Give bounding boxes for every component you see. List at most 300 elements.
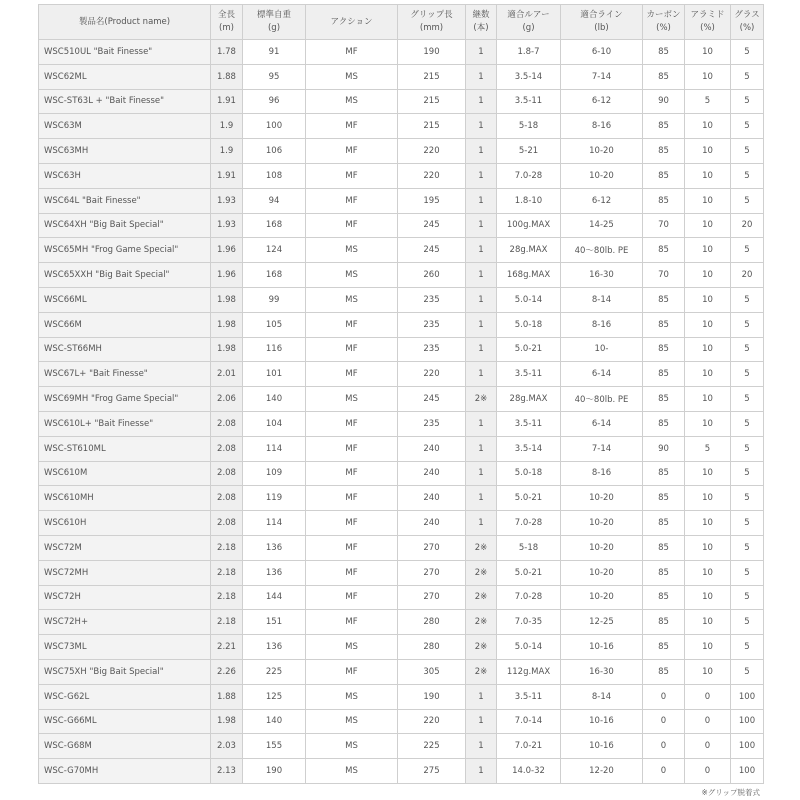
spec-cell: 85 [643,139,685,164]
spec-cell: 7.0-35 [497,610,561,635]
spec-cell: 10-20 [561,535,643,560]
table-header-row [39,5,764,40]
spec-cell: 7-14 [561,436,643,461]
spec-cell: 114 [243,436,306,461]
table-row [39,312,764,337]
spec-cell: 10 [685,188,731,213]
table-row [39,535,764,560]
spec-cell: 1 [466,734,497,759]
spec-cell: 6-14 [561,411,643,436]
spec-cell: 190 [243,759,306,784]
spec-cell: 100g.MAX [497,213,561,238]
spec-cell: 270 [398,585,466,610]
spec-cell: MS [306,64,398,89]
spec-cell: 1 [466,411,497,436]
product-name-cell: WSC72H [39,585,211,610]
spec-cell: 0 [643,709,685,734]
spec-cell: 220 [398,362,466,387]
table-row [39,585,764,610]
spec-cell: 275 [398,759,466,784]
column-header [211,5,243,40]
spec-cell: 85 [643,585,685,610]
spec-cell: 70 [643,263,685,288]
table-row [39,287,764,312]
product-name-cell: WSC73ML [39,635,211,660]
spec-cell: 2※ [466,635,497,660]
spec-cell: 1.98 [211,709,243,734]
spec-cell: MF [306,337,398,362]
column-header [643,5,685,40]
spec-cell: 5 [731,89,764,114]
product-name-cell: WSC72M [39,535,211,560]
spec-table [38,4,764,784]
spec-cell: 10-20 [561,560,643,585]
spec-cell: 2※ [466,610,497,635]
spec-cell: 220 [398,709,466,734]
column-header-label: 製品名(Product name) [78,16,171,27]
spec-cell: 10 [685,411,731,436]
spec-cell: 2.01 [211,362,243,387]
spec-cell: 0 [685,734,731,759]
spec-cell: 10 [685,486,731,511]
spec-cell: 85 [643,411,685,436]
spec-cell: 0 [685,759,731,784]
spec-cell: 10-16 [561,734,643,759]
product-name-cell: WSC69MH "Frog Game Special" [39,387,211,412]
spec-cell: MF [306,585,398,610]
spec-cell: 5.0-14 [497,635,561,660]
product-name-cell: WSC510UL "Bait Finesse" [39,40,211,65]
spec-cell: 168g.MAX [497,263,561,288]
spec-cell: 5 [731,40,764,65]
product-name-cell: WSC610MH [39,486,211,511]
spec-cell: 10 [685,461,731,486]
spec-cell: 3.5-14 [497,436,561,461]
column-header [306,5,398,40]
spec-cell: 1 [466,486,497,511]
product-name-cell: WSC-G66ML [39,709,211,734]
spec-cell: 1.91 [211,163,243,188]
column-header-label: グリップ長 [410,10,453,20]
product-name-cell: WSC66ML [39,287,211,312]
spec-cell: 7.0-28 [497,511,561,536]
column-header [731,5,764,40]
column-header [398,5,466,40]
spec-cell: 2※ [466,585,497,610]
spec-cell: 245 [398,238,466,263]
table-row [39,188,764,213]
spec-cell: 119 [243,486,306,511]
spec-cell: MS [306,709,398,734]
spec-cell: 85 [643,511,685,536]
spec-cell: MS [306,387,398,412]
spec-cell: 8-16 [561,114,643,139]
product-name-cell: WSC63H [39,163,211,188]
spec-cell: 14-25 [561,213,643,238]
spec-cell: 2.13 [211,759,243,784]
spec-cell: 1 [466,213,497,238]
spec-cell: 91 [243,40,306,65]
spec-cell: 3.5-14 [497,64,561,89]
spec-cell: 240 [398,486,466,511]
spec-cell: 5 [731,163,764,188]
spec-cell: 10 [685,585,731,610]
spec-cell: MF [306,560,398,585]
spec-cell: 1 [466,684,497,709]
spec-cell: 10 [685,659,731,684]
spec-cell: 10 [685,312,731,337]
spec-cell: 215 [398,114,466,139]
spec-cell: 190 [398,40,466,65]
column-header-unit: (mm) [419,23,444,33]
spec-cell: 280 [398,635,466,660]
column-header-unit: (本) [473,23,489,33]
table-row [39,511,764,536]
spec-cell: 235 [398,411,466,436]
product-name-cell: WSC62ML [39,64,211,89]
spec-cell: 10 [685,287,731,312]
spec-cell: MS [306,759,398,784]
spec-cell: 85 [643,287,685,312]
table-row [39,411,764,436]
spec-cell: 7.0-21 [497,734,561,759]
spec-cell: 168 [243,263,306,288]
spec-cell: 0 [685,684,731,709]
spec-cell: 1.91 [211,89,243,114]
spec-cell: 1 [466,312,497,337]
table-row [39,263,764,288]
column-header [561,5,643,40]
spec-cell: 85 [643,362,685,387]
spec-cell: 5-18 [497,114,561,139]
spec-cell: 85 [643,560,685,585]
spec-cell: 5.0-21 [497,560,561,585]
spec-cell: 10 [685,238,731,263]
spec-cell: 10 [685,139,731,164]
spec-cell: 136 [243,635,306,660]
spec-cell: 5 [731,287,764,312]
spec-cell: 2※ [466,535,497,560]
spec-cell: 0 [643,684,685,709]
table-row [39,709,764,734]
spec-cell: 215 [398,64,466,89]
spec-cell: 190 [398,684,466,709]
spec-cell: 1.93 [211,213,243,238]
spec-cell: 1.98 [211,287,243,312]
spec-cell: 85 [643,337,685,362]
spec-cell: 5 [731,238,764,263]
column-header-unit: (lb) [594,23,609,33]
spec-cell: 1 [466,362,497,387]
spec-cell: MS [306,635,398,660]
spec-cell: 85 [643,238,685,263]
spec-cell: 1.96 [211,238,243,263]
spec-cell: 5 [731,362,764,387]
product-name-cell: WSC72MH [39,560,211,585]
spec-cell: 2.18 [211,585,243,610]
spec-cell: 5 [731,337,764,362]
product-name-cell: WSC66M [39,312,211,337]
spec-cell: 5.0-18 [497,461,561,486]
spec-cell: 0 [643,759,685,784]
spec-cell: 2※ [466,560,497,585]
spec-cell: 235 [398,337,466,362]
spec-cell: 1 [466,163,497,188]
spec-cell: 28g.MAX [497,238,561,263]
spec-cell: 12-20 [561,759,643,784]
spec-cell: 151 [243,610,306,635]
column-header [497,5,561,40]
spec-cell: 5.0-14 [497,287,561,312]
spec-cell: MS [306,287,398,312]
spec-cell: 100 [731,684,764,709]
table-row [39,635,764,660]
spec-cell: 10 [685,387,731,412]
spec-cell: 2.21 [211,635,243,660]
spec-cell: 0 [643,734,685,759]
spec-cell: 2.08 [211,461,243,486]
spec-cell: 5-21 [497,139,561,164]
spec-cell: 5 [731,511,764,536]
spec-cell: 220 [398,163,466,188]
spec-cell: 99 [243,287,306,312]
spec-cell: 85 [643,188,685,213]
spec-cell: 6-12 [561,89,643,114]
product-name-cell: WSC610H [39,511,211,536]
spec-cell: 85 [643,486,685,511]
spec-cell: 10-20 [561,511,643,536]
spec-cell: 1 [466,238,497,263]
spec-cell: 5 [731,139,764,164]
spec-cell: MF [306,188,398,213]
spec-cell: 14.0-32 [497,759,561,784]
spec-cell: 5.0-18 [497,312,561,337]
table-row [39,139,764,164]
table-row [39,659,764,684]
spec-cell: MF [306,312,398,337]
spec-cell: 108 [243,163,306,188]
spec-cell: 2.18 [211,610,243,635]
spec-cell: 240 [398,461,466,486]
table-row [39,337,764,362]
spec-cell: 40〜80lb. PE [561,238,643,263]
spec-cell: 5 [731,411,764,436]
spec-cell: 5 [731,436,764,461]
spec-cell: 90 [643,89,685,114]
spec-cell: 3.5-11 [497,89,561,114]
spec-cell: MF [306,411,398,436]
spec-cell: 20 [731,263,764,288]
table-row [39,560,764,585]
spec-cell: 10-16 [561,635,643,660]
footnote: ※グリップ脱着式 [701,788,760,797]
product-name-cell: WSC65MH "Frog Game Special" [39,238,211,263]
table-row [39,362,764,387]
product-name-cell: WSC610L+ "Bait Finesse" [39,411,211,436]
spec-cell: 70 [643,213,685,238]
spec-cell: MS [306,89,398,114]
spec-cell: 100 [731,759,764,784]
spec-cell: 5 [731,114,764,139]
spec-cell: 245 [398,387,466,412]
table-row [39,486,764,511]
table-row [39,610,764,635]
spec-cell: 1.93 [211,188,243,213]
spec-cell: 140 [243,709,306,734]
spec-cell: 8-16 [561,312,643,337]
table-row [39,461,764,486]
spec-cell: 106 [243,139,306,164]
spec-cell: 85 [643,461,685,486]
product-name-cell: WSC63M [39,114,211,139]
table-row [39,40,764,65]
spec-cell: 2.08 [211,486,243,511]
product-name-cell: WSC610M [39,461,211,486]
column-header [39,5,211,40]
spec-cell: 2.06 [211,387,243,412]
column-header-label: 適合ライン [580,10,623,20]
product-name-cell: WSC-G68M [39,734,211,759]
spec-cell: 10 [685,163,731,188]
spec-cell: 85 [643,635,685,660]
spec-cell: 195 [398,188,466,213]
spec-cell: MF [306,486,398,511]
spec-cell: 109 [243,461,306,486]
column-header-unit: (%) [700,23,715,33]
spec-cell: 270 [398,535,466,560]
spec-cell: 235 [398,287,466,312]
column-header-unit: (g) [522,23,535,33]
table-row [39,238,764,263]
spec-cell: MF [306,511,398,536]
column-header-unit: (g) [267,23,281,33]
spec-cell: MS [306,238,398,263]
spec-cell: 1 [466,64,497,89]
table-row [39,436,764,461]
spec-cell: MF [306,461,398,486]
spec-cell: 2.18 [211,535,243,560]
spec-cell: 1 [466,287,497,312]
spec-cell: 1 [466,114,497,139]
spec-cell: 10 [685,535,731,560]
product-name-cell: WSC63MH [39,139,211,164]
spec-cell: 104 [243,411,306,436]
product-name-cell: WSC65XXH "Big Bait Special" [39,263,211,288]
spec-cell: 155 [243,734,306,759]
spec-cell: 1 [466,461,497,486]
spec-cell: 2※ [466,659,497,684]
spec-cell: 10 [685,114,731,139]
table-row [39,114,764,139]
spec-cell: 10 [685,64,731,89]
spec-cell: 12-25 [561,610,643,635]
spec-cell: 1 [466,188,497,213]
spec-cell: MF [306,40,398,65]
spec-cell: 90 [643,436,685,461]
spec-cell: 2.03 [211,734,243,759]
column-header-label: 適合ルアー [507,10,550,20]
spec-cell: 85 [643,387,685,412]
spec-cell: MS [306,734,398,759]
spec-cell: 1 [466,759,497,784]
spec-cell: 7-14 [561,64,643,89]
spec-cell: 1.9 [211,139,243,164]
spec-cell: 5 [731,387,764,412]
product-name-cell: WSC64L "Bait Finesse" [39,188,211,213]
spec-cell: 10 [685,560,731,585]
spec-cell: 85 [643,535,685,560]
spec-cell: 5 [731,610,764,635]
spec-cell: 168 [243,213,306,238]
spec-cell: 270 [398,560,466,585]
product-name-cell: WSC-ST63L + "Bait Finesse" [39,89,211,114]
product-name-cell: WSC-G70MH [39,759,211,784]
spec-cell: 1 [466,263,497,288]
spec-cell: 240 [398,511,466,536]
spec-cell: 2.26 [211,659,243,684]
spec-cell: 1.78 [211,40,243,65]
spec-cell: 144 [243,585,306,610]
spec-cell: MF [306,362,398,387]
spec-cell: 1.98 [211,312,243,337]
spec-cell: 116 [243,337,306,362]
spec-cell: 245 [398,213,466,238]
spec-cell: 5 [731,535,764,560]
spec-cell: 5 [731,659,764,684]
spec-cell: 5 [731,635,764,660]
spec-cell: 5 [731,188,764,213]
spec-cell: 112g.MAX [497,659,561,684]
product-name-cell: WSC64XH "Big Bait Special" [39,213,211,238]
product-name-cell: WSC-G62L [39,684,211,709]
spec-cell: 40〜80lb. PE [561,387,643,412]
spec-cell: 10 [685,263,731,288]
spec-cell: 85 [643,40,685,65]
product-name-cell: WSC67L+ "Bait Finesse" [39,362,211,387]
spec-cell: 85 [643,114,685,139]
spec-cell: 5 [685,89,731,114]
column-header-unit: (%) [656,23,671,33]
spec-cell: 16-30 [561,263,643,288]
spec-cell: 0 [685,709,731,734]
spec-cell: 225 [243,659,306,684]
spec-cell: 5 [731,461,764,486]
column-header-unit: (m) [219,23,234,33]
column-header-label: 継数 [472,10,490,20]
spec-cell: 1 [466,511,497,536]
spec-cell: 2※ [466,387,497,412]
spec-cell: 95 [243,64,306,89]
spec-cell: 96 [243,89,306,114]
spec-cell: MF [306,535,398,560]
spec-cell: 85 [643,163,685,188]
spec-cell: 10 [685,610,731,635]
spec-cell: MF [306,114,398,139]
spec-cell: 1.96 [211,263,243,288]
spec-cell: 10-20 [561,163,643,188]
spec-cell: 1.88 [211,64,243,89]
spec-cell: 5 [731,560,764,585]
column-header [466,5,497,40]
spec-cell: 1.9 [211,114,243,139]
spec-cell: 1 [466,337,497,362]
spec-cell: MF [306,163,398,188]
spec-cell: 10-20 [561,139,643,164]
spec-cell: 10 [685,511,731,536]
spec-cell: 225 [398,734,466,759]
spec-cell: 5 [731,64,764,89]
table-row [39,759,764,784]
